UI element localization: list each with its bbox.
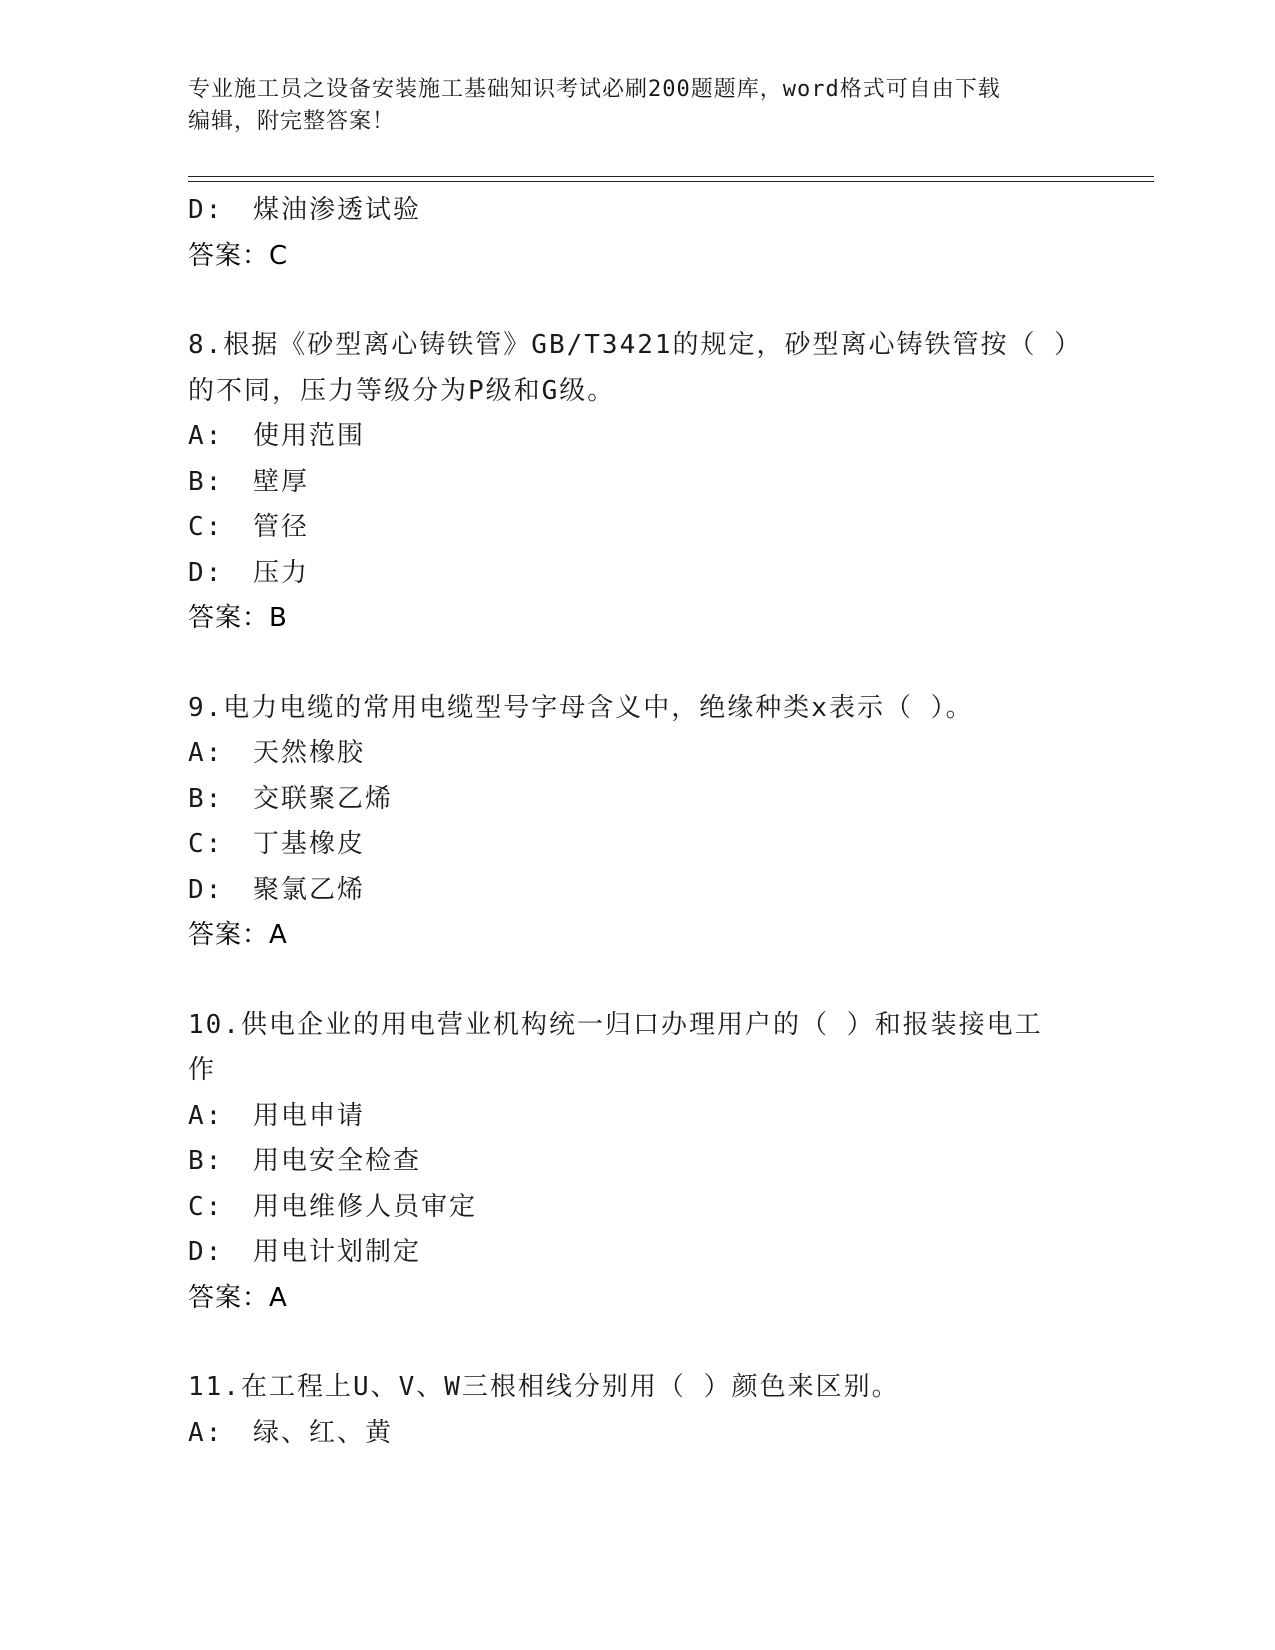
header-rule-bottom bbox=[188, 181, 1154, 182]
option-c bbox=[188, 505, 1068, 551]
option-text: 绿、红、黄 bbox=[252, 1417, 393, 1448]
option-b bbox=[188, 460, 1068, 506]
option-key: C: bbox=[188, 512, 224, 542]
option-text: 煤油渗透试验 bbox=[252, 195, 421, 225]
page-header bbox=[188, 74, 1068, 138]
option-key: B: bbox=[188, 1146, 224, 1176]
option-key: B: bbox=[188, 783, 224, 814]
option-text: 用电维修人员审定 bbox=[252, 1191, 477, 1222]
option-d bbox=[188, 188, 1068, 234]
option-text: 用电申请 bbox=[252, 1100, 365, 1131]
option-a bbox=[188, 414, 1068, 460]
option-text: 聚氯乙烯 bbox=[252, 874, 365, 905]
question-11 bbox=[188, 1365, 1068, 1456]
question-title: 9.电力电缆的常用电缆型号字母含义中，绝缘种类x表示（ ）。 bbox=[188, 692, 974, 723]
option-key: C: bbox=[188, 829, 224, 859]
question-list bbox=[188, 188, 1083, 1456]
question-title-cont: 作 bbox=[188, 1055, 217, 1085]
option-key: A: bbox=[188, 738, 224, 768]
option-key: D: bbox=[188, 1237, 224, 1267]
option-key: A: bbox=[188, 421, 224, 451]
question-title: 11.在工程上U、V、W三根相线分别用（ ）颜色来区别。 bbox=[188, 1372, 900, 1402]
header-rule-top bbox=[188, 176, 1154, 177]
option-text: 天然橡胶 bbox=[252, 738, 365, 768]
option-key: D: bbox=[188, 557, 224, 588]
question-9 bbox=[188, 686, 1068, 959]
option-text: 管径 bbox=[252, 512, 309, 542]
header-line-1: 专业施工员之设备安装施工基础知识考试必刷200题题库，word格式可自由下载 bbox=[188, 77, 1001, 102]
option-d bbox=[188, 551, 1068, 597]
option-key: A: bbox=[188, 1417, 224, 1448]
option-c bbox=[188, 822, 1068, 868]
option-text: 交联聚乙烯 bbox=[252, 783, 393, 814]
option-text: 用电计划制定 bbox=[252, 1237, 421, 1267]
option-text: 丁基橡皮 bbox=[252, 829, 365, 859]
answer-line: 答案：C bbox=[188, 240, 289, 271]
answer-line: 答案：B bbox=[188, 603, 288, 633]
option-key: C: bbox=[188, 1191, 224, 1222]
option-key: D: bbox=[188, 195, 224, 225]
option-b bbox=[188, 1139, 1068, 1185]
question-10 bbox=[188, 1003, 1068, 1322]
option-key: B: bbox=[188, 466, 224, 497]
option-d bbox=[188, 868, 1068, 914]
option-text: 用电安全检查 bbox=[252, 1146, 421, 1176]
question-title-cont: 的不同，压力等级分为P级和G级。 bbox=[188, 375, 616, 406]
question-title: 10.供电企业的用电营业机构统一归口办理用户的（ ）和报装接电工 bbox=[188, 1009, 1043, 1040]
question-title: 8.根据《砂型离心铸铁管》GB/T3421的规定，砂型离心铸铁管按（ ） bbox=[188, 330, 1083, 360]
answer-line: 答案：A bbox=[188, 1282, 288, 1313]
option-a bbox=[188, 731, 1068, 777]
question-8 bbox=[188, 323, 1083, 642]
header-line-2: 编辑，附完整答案！ bbox=[188, 109, 396, 134]
option-key: D: bbox=[188, 874, 224, 905]
option-text: 壁厚 bbox=[252, 466, 309, 497]
option-key: A: bbox=[188, 1100, 224, 1131]
answer-line: 答案：A bbox=[188, 920, 288, 950]
option-text: 使用范围 bbox=[252, 421, 365, 451]
option-d bbox=[188, 1230, 1068, 1276]
option-text: 压力 bbox=[252, 557, 309, 588]
option-a bbox=[188, 1094, 1068, 1140]
option-c bbox=[188, 1185, 1068, 1231]
option-a bbox=[188, 1411, 1068, 1457]
option-b bbox=[188, 777, 1068, 823]
